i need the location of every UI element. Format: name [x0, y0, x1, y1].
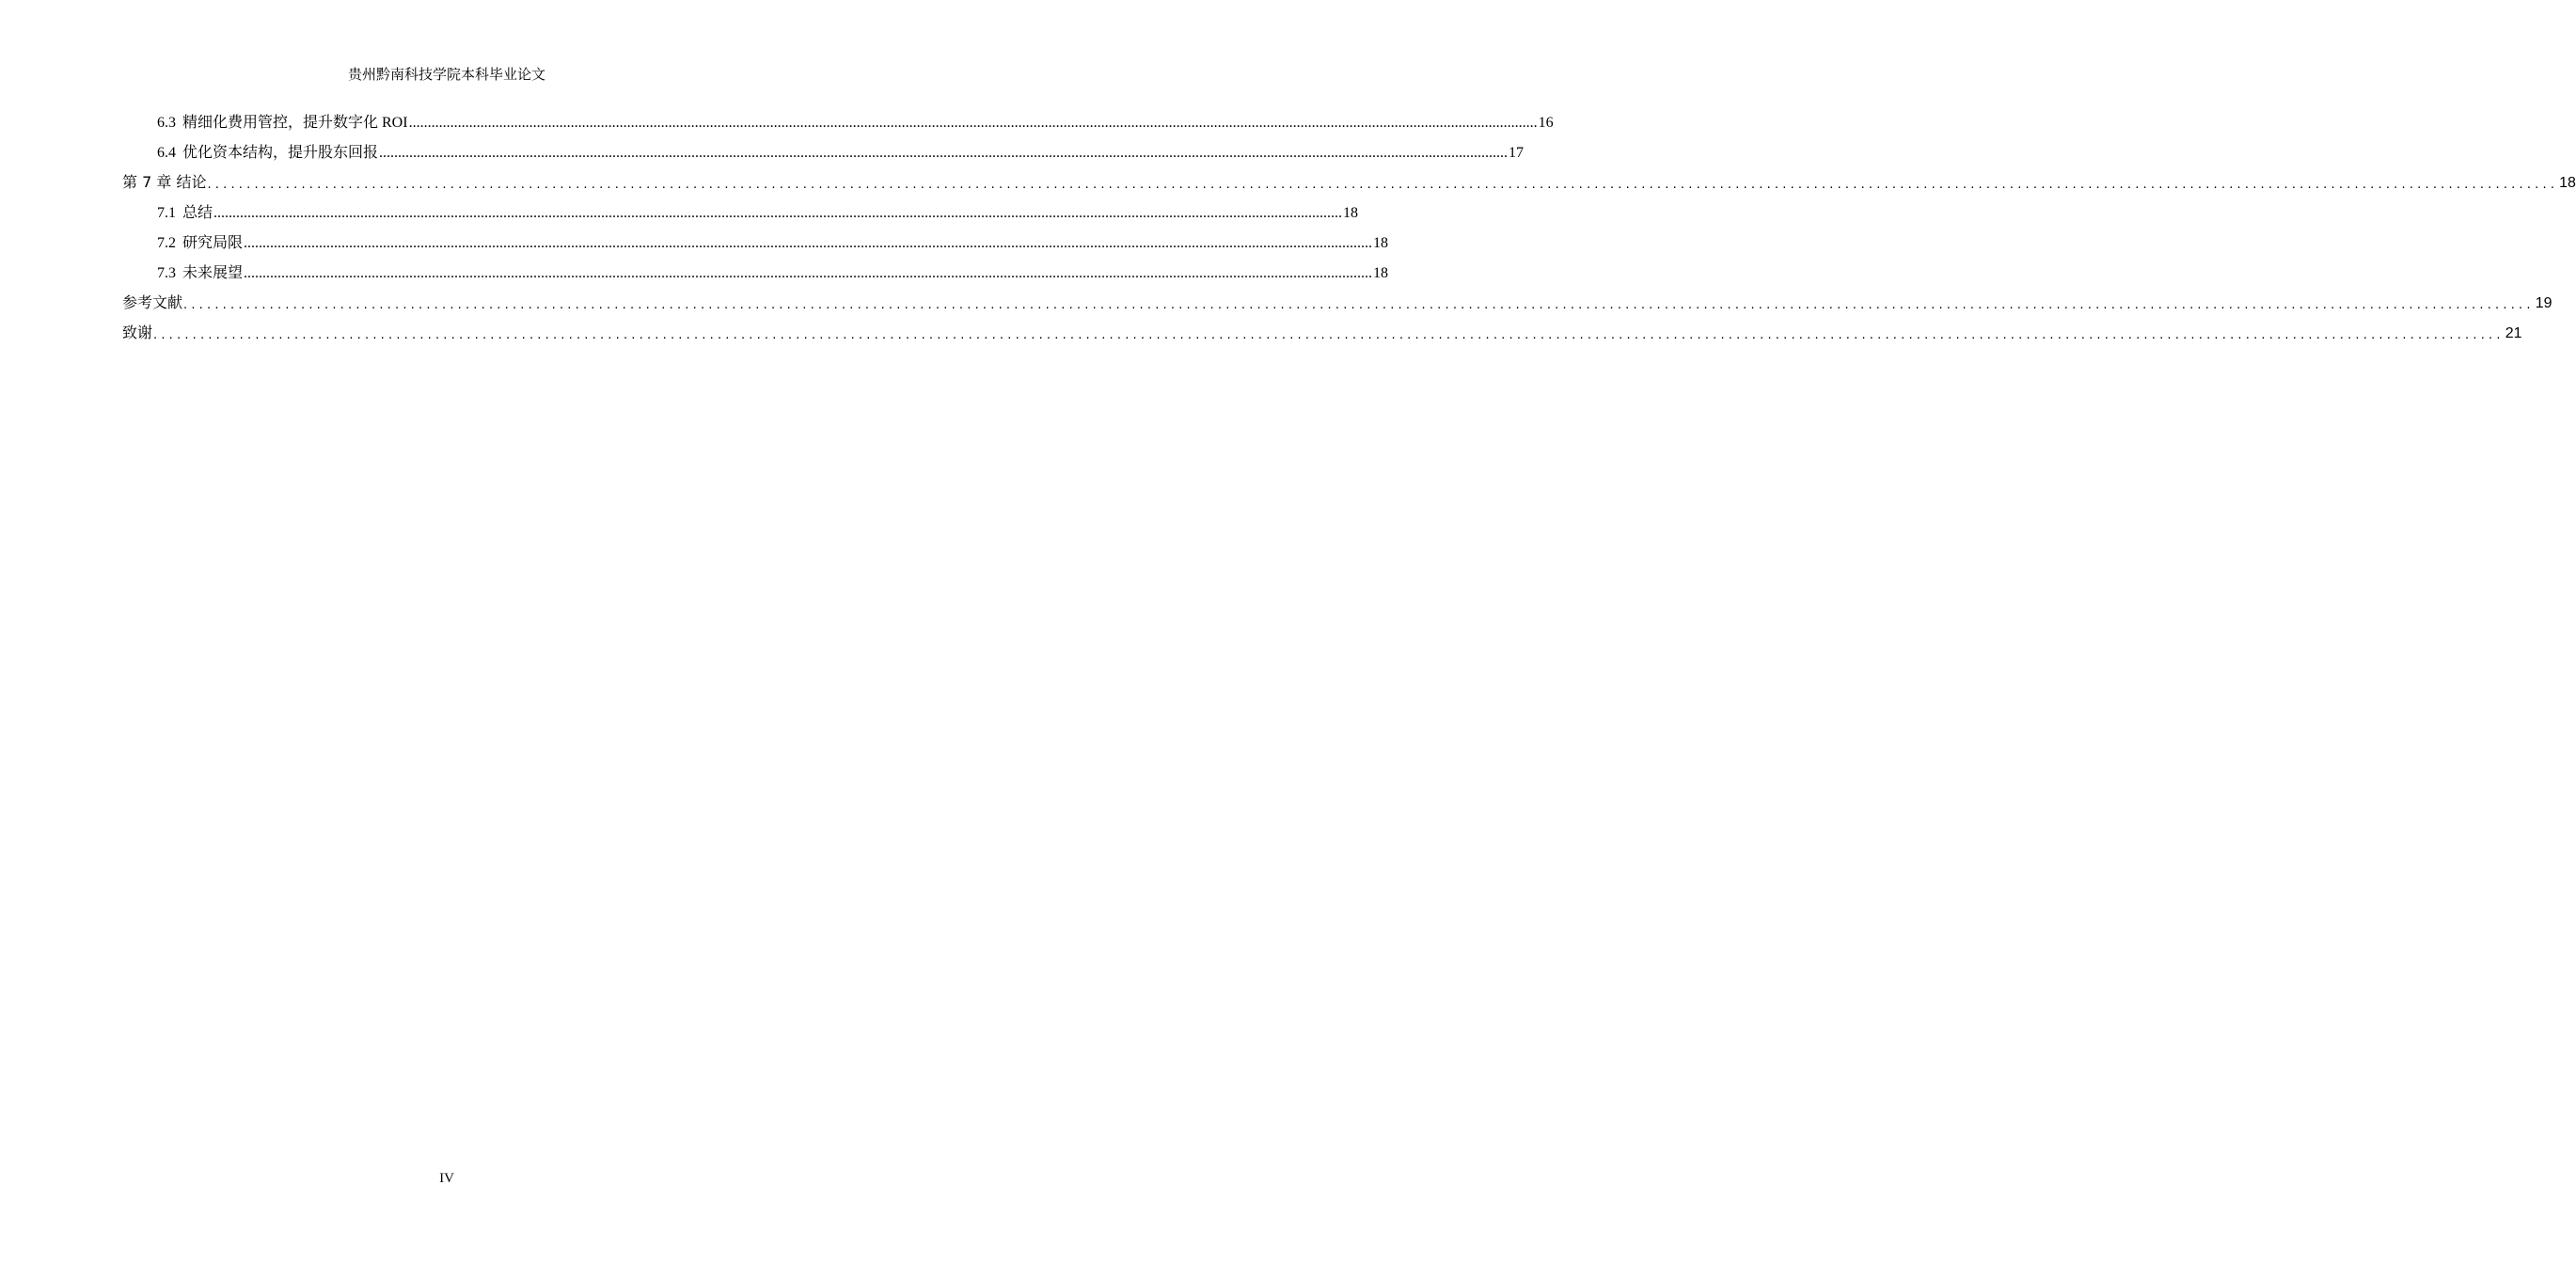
toc-entry-title: 研究局限 [182, 235, 244, 251]
toc-entry-title: 第 7 章 结论 [122, 170, 206, 192]
toc-entry-page: 18 [2559, 175, 2576, 191]
toc-leader-dots: ............................................................................................................................................................................................................................................................................................................ [183, 298, 2535, 312]
toc-entry-number: 7.1 [157, 205, 176, 221]
toc-entry-page: 16 [1538, 115, 1554, 131]
toc-entry-title: 未来展望 [182, 265, 244, 281]
toc-leader-dots: ............................................................................................................................................................................................................................................................................................................ [207, 178, 2559, 192]
toc-entry-number: 7.3 [157, 265, 176, 281]
toc-entry-6-3[interactable] [122, 111, 1554, 132]
toc-entry-references[interactable] [122, 292, 2552, 312]
toc-entry-page: 18 [1373, 235, 1389, 251]
toc-entry-title: 致谢 [122, 321, 152, 342]
table-of-contents [122, 111, 2576, 352]
toc-entry-page: 18 [1343, 205, 1359, 221]
toc-entry-number: 7.2 [157, 235, 176, 251]
toc-leader-dots: ............................................................................................................................................................................................................................................................................................................ [213, 205, 1343, 221]
page-number: IV [439, 1171, 454, 1186]
toc-entry-page: 21 [2505, 325, 2522, 341]
toc-leader-dots: ............................................................................................................................................................................................................................................................................................................ [408, 115, 1538, 131]
toc-entry-7-3[interactable] [122, 261, 1389, 282]
toc-entry-title: 参考文献 [122, 291, 182, 312]
toc-entry-title: 优化资本结构，提升股东回报 [182, 145, 379, 161]
toc-entry-chapter-7[interactable] [122, 171, 2576, 192]
toc-leader-dots: ............................................................................................................................................................................................................................................................................................................ [244, 235, 1373, 251]
toc-leader-dots: ............................................................................................................................................................................................................................................................................................................ [379, 145, 1509, 161]
toc-entry-number: 6.4 [157, 145, 176, 161]
toc-entry-page: 18 [1373, 265, 1389, 281]
toc-entry-number: 6.3 [157, 115, 176, 131]
toc-entry-acknowledgements[interactable] [122, 322, 2522, 342]
toc-entry-title: 精细化费用管控，提升数字化 ROI [182, 115, 408, 131]
toc-entry-page: 19 [2535, 295, 2552, 311]
toc-entry-6-4[interactable] [122, 141, 1525, 162]
toc-entry-7-2[interactable] [122, 231, 1389, 252]
page-header: 贵州黔南科技学院本科毕业论文 [347, 66, 545, 83]
toc-entry-page: 17 [1509, 145, 1525, 161]
toc-leader-dots: ............................................................................................................................................................................................................................................................................................................ [153, 328, 2505, 342]
toc-entry-7-1[interactable] [122, 201, 1359, 222]
toc-entry-title: 总结 [182, 205, 213, 221]
toc-leader-dots: ............................................................................................................................................................................................................................................................................................................ [244, 265, 1373, 281]
